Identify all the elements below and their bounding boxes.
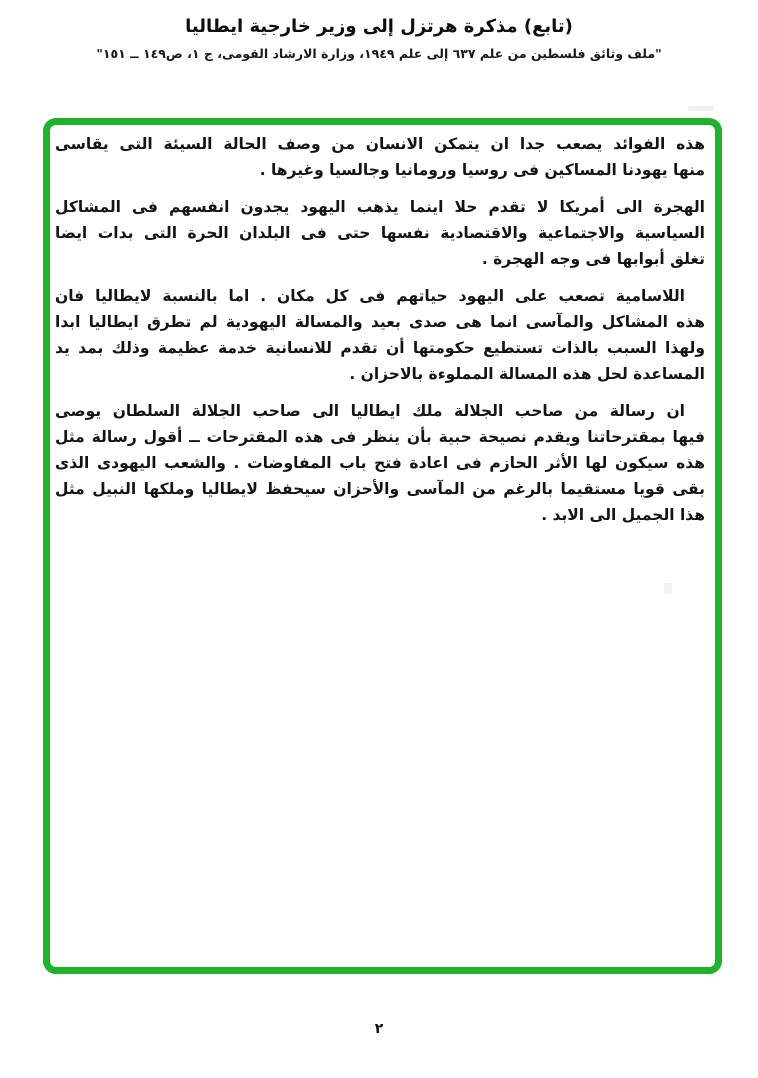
text-line: هذه الفوائد يصعب جدا ان يتمكن الانسان من وصف الحالة السيئة التى يقاسى [55,135,705,153]
text-line: تغلق أبوابها فى وجه الهجرة . [481,250,705,268]
text-line: منها يهودنا المساكين فى روسيا ورومانيا وجالسيا وغيرها . [259,161,705,179]
paragraph [55,398,705,528]
text-line: هذا الجميل الى الابد . [541,506,705,524]
text-line: فيها بمقترحاتنا ويقدم نصيحة حبية بأن ينظر فى هذه المقترحات ــ أقول رسالة مثل [55,428,705,446]
text-line: الهجرة الى أمريكا لا تقدم حلا اينما يذهب اليهود يجدون انفسهم فى المشاكل [55,198,705,216]
scan-smudge [688,106,714,111]
page-footer [0,1018,758,1037]
text-line: بقى قويا مستقيما بالرغم من المآسى والأحزان سيحفظ لايطاليا وملكها النبيل مثل [55,480,705,498]
document-source-citation: "ملف وثائق فلسطين من علم ٦٣٧ إلى علم ١٩٤٩، وزارة الارشاد القومى، ج ١، ص١٤٩ ــ ١٥١" [96,46,662,61]
text-line: اللاسامية تصعب على اليهود حياتهم فى كل مكان . اما بالنسبة لايطاليا فان [55,287,685,305]
scan-speck [664,583,672,594]
text-line: المساعدة لحل هذه المسالة المملوءة بالاحزان . [349,365,705,383]
text-line: السياسية والاجتماعية والاقتصادية نفسها حتى فى البلدان الحرة التى بدات ايضا [55,224,705,242]
paragraph [55,194,705,272]
document-body [55,131,705,539]
page-header [0,16,758,61]
paragraph [55,131,705,183]
text-line: هذه سيكون لها الأثر الحازم فى اعادة فتح باب المفاوضات . والشعب اليهودى الذى [55,454,705,472]
text-line: ولهذا السبب بالذات تستطيع حكومتها أن تقدم للانسانية خدمة عظيمة وذلك بمد يد [55,339,705,357]
text-line: هذه المشاكل والمآسى انما هى صدى بعيد والمسالة اليهودية لم تطرق ايطاليا ابدا [55,313,705,331]
page-number: ٢ [374,1021,384,1037]
document-title: (تابع) مذكرة هرتزل إلى وزير خارجية ايطاليا [185,16,573,37]
paragraph [55,283,705,387]
text-line: ان رسالة من صاحب الجلالة ملك ايطاليا الى صاحب الجلالة السلطان يوصى [55,402,685,420]
